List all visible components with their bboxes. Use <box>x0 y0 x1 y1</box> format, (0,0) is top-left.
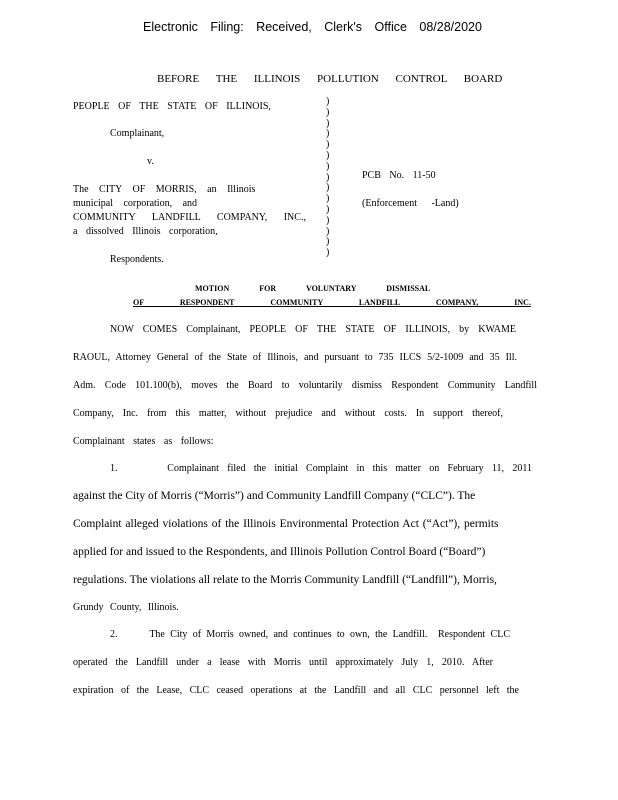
caption-respondents: Respondents. <box>110 254 164 265</box>
paragraph-1-line: Grundy County, Illinois. <box>73 602 179 613</box>
intro-line: Adm. Code 101.100(b), moves the Board to voluntarily dismiss Respondent Community Landfill <box>73 380 537 391</box>
paragraph-2-line: expiration of the Lease, CLC ceased operations at the Landfill and all CLC personnel left the <box>73 685 519 696</box>
intro-line: NOW COMES Complainant, PEOPLE OF THE STATE OF ILLINOIS, by KWAME <box>110 324 516 335</box>
paragraph-1-line: against the City of Morris (“Morris”) and Community Landfill Company (“CLC”). The <box>73 490 476 502</box>
caption-people: PEOPLE OF THE STATE OF ILLINOIS, <box>73 101 271 112</box>
motion-title-line-1: MOTION FOR VOLUNTARY DISMISSAL <box>195 284 431 293</box>
paragraph-1-line: 1. Complainant filed the initial Complaint in this matter on February 11, 2011 <box>110 463 532 474</box>
paragraph-1-line: Complaint alleged violations of the Illinois Environmental Protection Act (“Act”), permits <box>73 518 499 530</box>
caption-parentheses: ) ) ) ) ) ) ) ) ) ) ) ) ) ) ) <box>326 96 330 259</box>
caption-defendant-line: The CITY OF MORRIS, an Illinois <box>73 184 256 195</box>
paragraph-1-line: regulations. The violations all relate to the Morris Community Landfill (“Landfill”), Morris, <box>73 574 497 586</box>
intro-line: Company, Inc. from this matter, without prejudice and without costs. In support thereof, <box>73 408 503 419</box>
caption-versus: v. <box>147 156 154 167</box>
paragraph-2-line: 2. The City of Morris owned, and continues to own, the Landfill. Respondent CLC <box>110 629 510 640</box>
caption-defendant-line: COMMUNITY LANDFILL COMPANY, INC., <box>73 212 306 223</box>
paragraph-2-line: operated the Landfill under a lease with Morris until approximately July 1, 2010. After <box>73 657 493 668</box>
caption-complainant: Complainant, <box>110 128 165 139</box>
filing-stamp: Electronic Filing: Received, Clerk's Office 08/28/2020 <box>143 20 482 34</box>
paragraph-1-line: applied for and issued to the Respondents, and Illinois Pollution Control Board (“Board”) <box>73 546 486 558</box>
board-title: BEFORE THE ILLINOIS POLLUTION CONTROL BOARD <box>157 73 503 85</box>
caption-defendant-line: a dissolved Illinois corporation, <box>73 226 218 237</box>
intro-line: Complainant states as follows: <box>73 436 214 447</box>
case-type: (Enforcement -Land) <box>362 198 459 209</box>
motion-title-line-2: OF RESPONDENT COMMUNITY LANDFILL COMPANY, INC. <box>133 298 531 307</box>
case-number: PCB No. 11-50 <box>362 170 436 181</box>
caption-defendant-line: municipal corporation, and <box>73 198 198 209</box>
intro-line: RAOUL, Attorney General of the State of Illinois, and pursuant to 735 ILCS 5/2-1009 and 35 Ill. <box>73 352 517 363</box>
